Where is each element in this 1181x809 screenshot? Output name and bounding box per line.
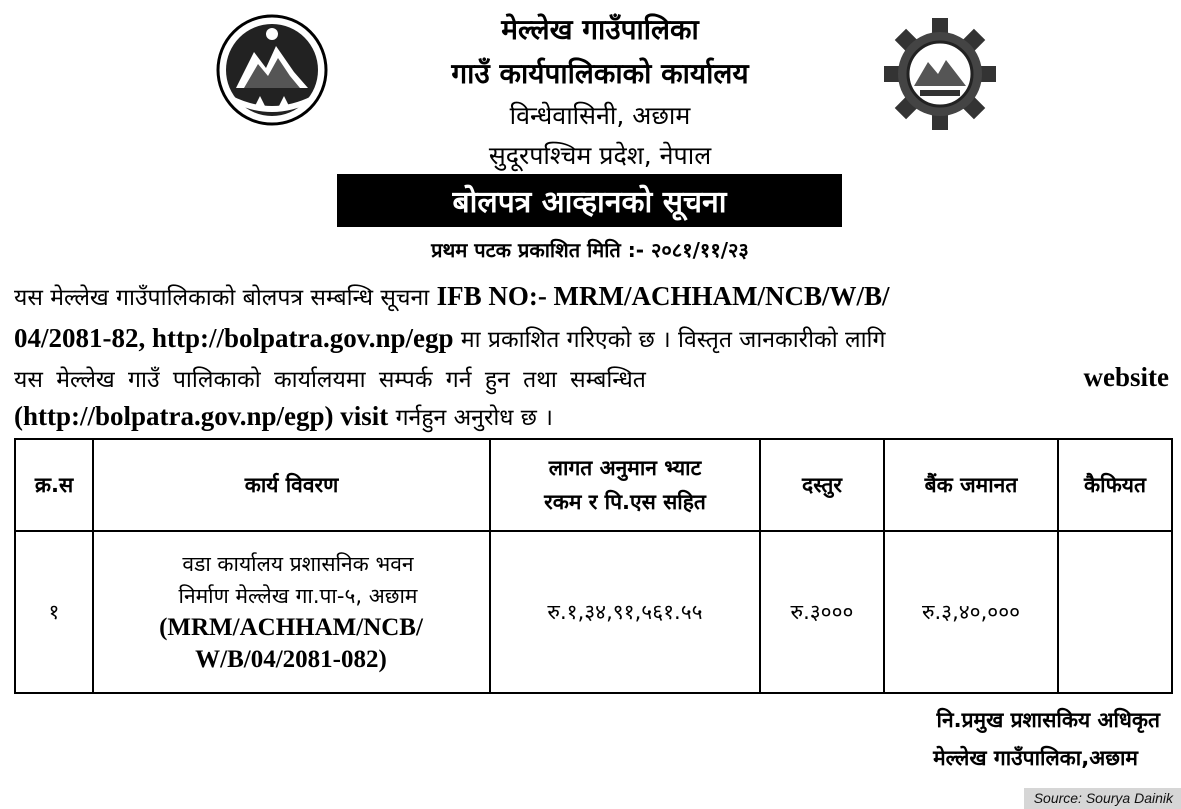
table-row xyxy=(15,531,1172,693)
cell-guarantee: रु.३,४०,००० xyxy=(884,531,1058,693)
cell-sn: १ xyxy=(15,531,93,693)
work-code-line-1: (MRM/ACHHAM/NCB/ xyxy=(159,614,423,641)
cell-work xyxy=(93,531,490,693)
header-cost-line-2: रकम र पि.एस सहित xyxy=(544,490,706,514)
website-label: website xyxy=(1083,362,1169,392)
cell-cost: रु.१,३४,९१,५६१.५५ xyxy=(490,531,760,693)
work-line-2: निर्माण मेल्लेख गा.पा-५, अछाम xyxy=(178,584,418,608)
signatory-office: मेल्लेख गाउँपालिका,अछाम xyxy=(933,746,1138,770)
header-cost xyxy=(490,439,760,531)
source-credit: Source: Sourya Dainik xyxy=(1024,788,1181,809)
header-sn: क्र.स xyxy=(15,439,93,531)
ifb-number: IFB NO:- MRM/ACHHAM/NCB/W/B/ xyxy=(436,281,890,311)
header-cost-line-1: लागत अनुमान भ्याट xyxy=(548,456,702,480)
notice-title-banner: बोलपत्र आव्हानको सूचना xyxy=(337,174,842,227)
body-text: यस मेल्लेख गाउँ पालिकाको कार्यालयमा सम्पर्क गर्न हुन तथा सम्बन्धित xyxy=(14,367,646,393)
body-line-4 xyxy=(14,400,1169,432)
website-link[interactable]: (http://bolpatra.gov.np/egp) visit xyxy=(14,401,389,431)
body-line-3 xyxy=(14,362,1169,394)
body-line-2 xyxy=(14,322,1169,354)
header-fee: दस्तुर xyxy=(760,439,884,531)
table-header-row xyxy=(15,439,1172,531)
body-text: यस मेल्लेख गाउँपालिकाको बोलपत्र सम्बन्धि सूचना xyxy=(14,285,437,311)
body-line-1 xyxy=(14,280,1169,312)
body-text: गर्नहुन अनुरोध छ । xyxy=(388,405,553,431)
cell-fee: रु.३००० xyxy=(760,531,884,693)
office-name: गाउँ कार्यपालिकाको कार्यालय xyxy=(451,57,749,90)
header-remarks: कैफियत xyxy=(1058,439,1172,531)
municipality-gear-logo-icon xyxy=(882,16,998,132)
cell-remarks xyxy=(1058,531,1172,693)
ifb-number-link[interactable]: 04/2081-82, http://bolpatra.gov.np/egp xyxy=(14,323,454,353)
province-country: सुदूरपश्चिम प्रदेश, नेपाल xyxy=(488,141,712,170)
municipality-name: मेल्लेख गाउँपालिका xyxy=(501,13,699,46)
body-text: मा प्रकाशित गरिएको छ । विस्तृत जानकारीको लागि xyxy=(453,327,886,353)
nepal-government-emblem-icon xyxy=(214,12,330,128)
office-location: विन्धेवासिनी, अछाम xyxy=(509,101,691,130)
work-line-1: वडा कार्यालय प्रशासनिक भवन xyxy=(182,552,414,576)
header-guarantee: बैंक जमानत xyxy=(884,439,1058,531)
bid-table xyxy=(14,438,1173,694)
signatory-title: नि.प्रमुख प्रशासकिय अधिकृत xyxy=(936,708,1160,732)
header-work: कार्य विवरण xyxy=(93,439,490,531)
work-code-line-2: W/B/04/2081-082) xyxy=(195,646,387,673)
published-date: प्रथम पटक प्रकाशित मिति :- २०८१/११/२३ xyxy=(431,238,749,262)
